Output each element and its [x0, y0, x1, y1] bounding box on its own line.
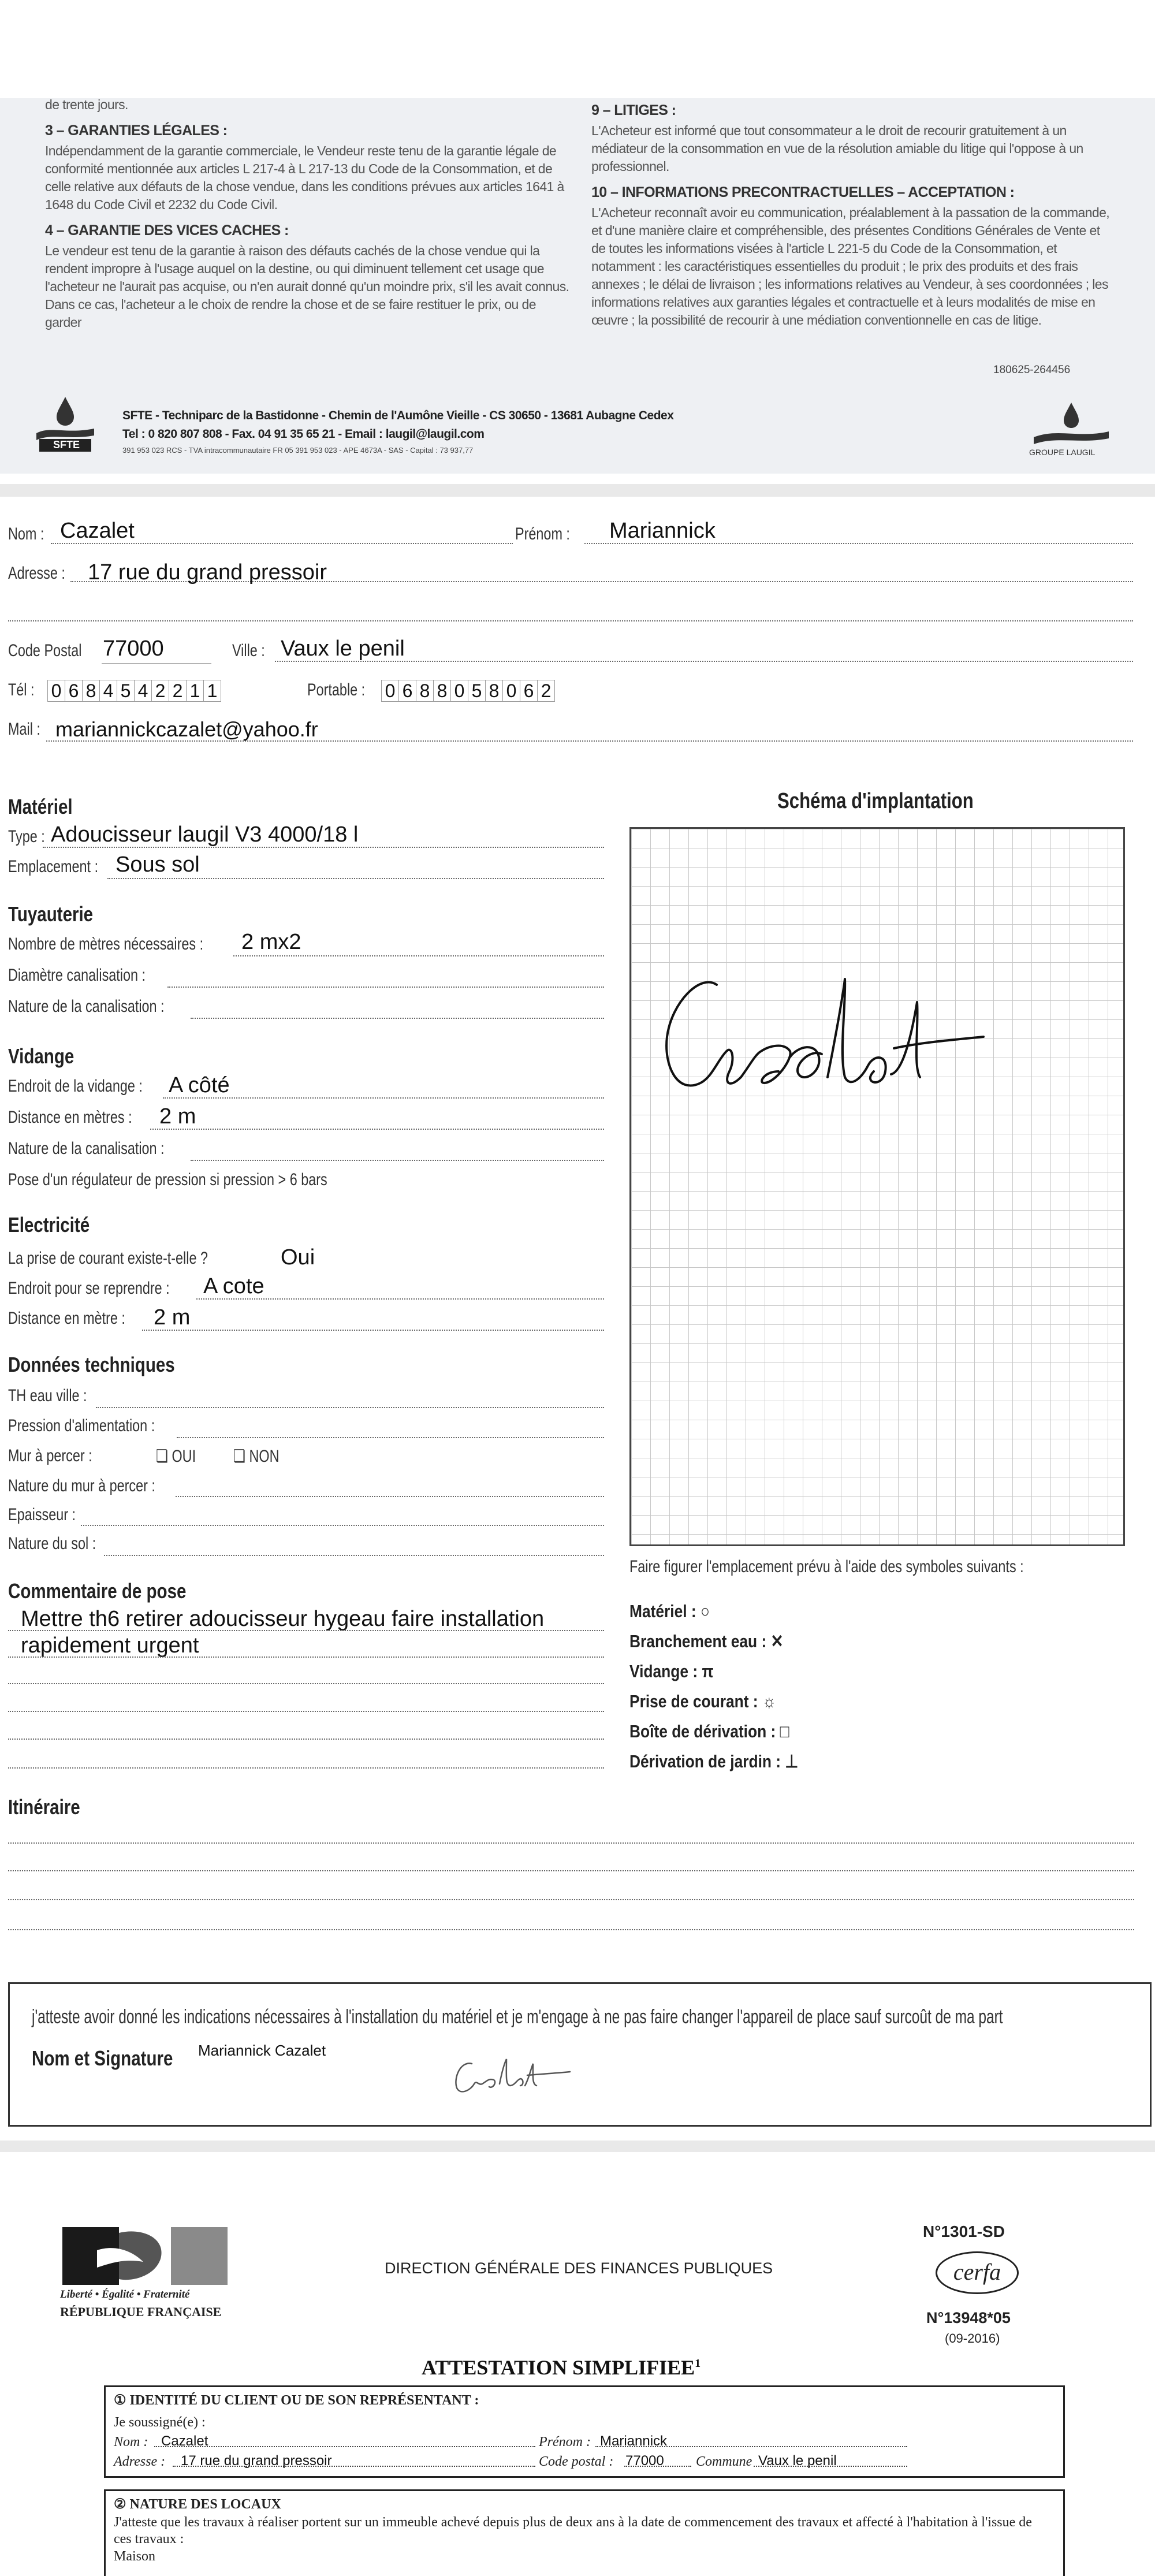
- footer-legal: 391 953 023 RCS - TVA intracommunautaire FR 05 391 953 023 - APE 4673A - SAS - Capital : 73 937,77: [122, 446, 474, 455]
- tel-digit-boxes[interactable]: [47, 680, 221, 702]
- footer-address: SFTE - Techniparc de la Bastidonne - Chemin de l'Aumône Vieille - CS 30650 - 13681 Aubagne Cedex: [122, 409, 674, 422]
- cerfa-adresse-value[interactable]: 17 rue du grand pressoir: [181, 2453, 332, 2469]
- code-postal-label: Code Postal: [8, 641, 82, 660]
- schema-grid[interactable]: [629, 827, 1125, 1546]
- endroit-reprendre-label: Endroit pour se reprendre :: [8, 1279, 170, 1298]
- cerfa-prenom-value[interactable]: Mariannick: [600, 2433, 668, 2449]
- portable-digit-boxes[interactable]: [381, 680, 555, 702]
- tel-digit: 2: [151, 680, 169, 702]
- nom-signature-label: Nom et Signature: [32, 2046, 173, 2070]
- nature-vidange-line: [191, 1160, 604, 1161]
- ville-label: Ville :: [232, 641, 265, 660]
- prenom-value[interactable]: Mariannick: [609, 519, 716, 543]
- electricite-heading: Electricité: [8, 1213, 90, 1237]
- tel-digit: 0: [47, 680, 65, 702]
- legend-vidange: Vidange : π: [629, 1661, 714, 1681]
- legend-materiel: Matériel : ○: [629, 1601, 710, 1621]
- nature-locaux-box: [104, 2489, 1065, 2576]
- epaisseur-label: Epaisseur :: [8, 1505, 76, 1524]
- nature-locaux-heading: ② NATURE DES LOCAUX: [114, 2497, 281, 2512]
- attestation-simplifiee-title: [422, 2355, 701, 2380]
- nature-canalisation-label: Nature de la canalisation :: [8, 997, 165, 1016]
- legend-boite-derivation: Boîte de dérivation : □: [629, 1721, 789, 1741]
- section-separator: [0, 2141, 1155, 2152]
- attestation-box: [8, 1982, 1152, 2127]
- maison-option[interactable]: Maison: [114, 2549, 155, 2564]
- diametre-label: Diamètre canalisation :: [8, 966, 146, 985]
- conditions-generales-section: [0, 98, 1155, 474]
- marianne-logo: [62, 2227, 228, 2285]
- attestation-text: j'atteste avoir donné les indications nécessaires à l'installation du matériel et je m'engage à ne pas faire changer l'appareil de place sauf surcoût de ma part: [32, 2006, 1003, 2028]
- tel-digit: 8: [82, 680, 99, 702]
- cerfa-prenom-label: Prénom :: [539, 2434, 591, 2450]
- form-number: N°1301-SD: [923, 2223, 1005, 2240]
- je-soussigne: Je soussigné(e) :: [114, 2415, 206, 2430]
- tuyauterie-heading: Tuyauterie: [8, 902, 94, 926]
- cerfa-nom-value[interactable]: Cazalet: [161, 2433, 208, 2449]
- republique-devise: Liberté • Égalité • Fraternité: [60, 2288, 190, 2300]
- litiges-text: L'Acheteur est informé que tout consommateur a le droit de recourir gratuitement à un médiateur de la consommation en vue de la résolution amiable du litige qui l'oppose à un professionnel.: [591, 123, 1083, 174]
- commentaire-line-2[interactable]: rapidement urgent: [21, 1633, 199, 1658]
- groupe-laugil-logo: [1022, 401, 1120, 459]
- endroit-vidange-label: Endroit de la vidange :: [8, 1077, 143, 1096]
- commentaire-rule: [8, 1711, 604, 1712]
- pression-label: Pression d'alimentation :: [8, 1416, 155, 1435]
- metres-label: Nombre de mètres nécessaires :: [8, 935, 204, 954]
- litiges-heading: 9 – LITIGES :: [591, 102, 676, 118]
- legend-prise-courant: Prise de courant : ☼: [629, 1691, 777, 1711]
- groupe-laugil-text: GROUPE LAUGIL: [1029, 448, 1096, 457]
- nature-mur-line: [176, 1496, 604, 1497]
- cerfa-cp-label: Code postal :: [539, 2454, 614, 2469]
- portable-digit: 5: [468, 680, 485, 702]
- itineraire-rule: [8, 1870, 1134, 1871]
- emplacement-label: Emplacement :: [8, 857, 99, 876]
- prise-label: La prise de courant existe-t-elle ?: [8, 1249, 208, 1268]
- epaisseur-line: [81, 1525, 604, 1526]
- pression-line: [177, 1437, 604, 1438]
- nature-sol-label: Nature du sol :: [8, 1534, 96, 1553]
- section-separator: [0, 484, 1155, 497]
- emplacement-line: [107, 878, 604, 879]
- adresse-label: Adresse :: [8, 564, 65, 583]
- distance-vidange-value[interactable]: 2 m: [159, 1104, 196, 1129]
- commentaire-rule: [8, 1767, 604, 1769]
- informations-heading: 10 – INFORMATIONS PRECONTRACTUELLES – ACCEPTATION :: [591, 184, 1015, 200]
- direction-generale: DIRECTION GÉNÉRALE DES FINANCES PUBLIQUES: [385, 2259, 773, 2277]
- portable-digit: 8: [416, 680, 433, 702]
- left-conditions-column: [45, 96, 572, 332]
- diametre-line: [167, 987, 604, 988]
- schema-legend-intro: Faire figurer l'emplacement prévu à l'aide des symboles suivants :: [629, 1557, 1024, 1576]
- nature-vidange-label: Nature de la canalisation :: [8, 1139, 165, 1158]
- mur-percer-label: Mur à percer :: [8, 1446, 92, 1465]
- oui-checkbox[interactable]: ❏ OUI: [156, 1447, 196, 1466]
- nature-sol-line: [104, 1555, 604, 1556]
- portable-digit: 2: [537, 680, 555, 702]
- prise-value[interactable]: Oui: [281, 1245, 315, 1270]
- nom-value[interactable]: Cazalet: [60, 519, 135, 543]
- cerfa-commune-label: Commune: [696, 2454, 752, 2469]
- portable-digit: 0: [502, 680, 520, 702]
- tel-digit: 4: [99, 680, 117, 702]
- legend-branchement-eau: Branchement eau : ✕: [629, 1631, 784, 1651]
- tel-digit: 6: [65, 680, 82, 702]
- prenom-label: Prénom :: [515, 524, 570, 544]
- emplacement-value[interactable]: Sous sol: [116, 853, 200, 877]
- vices-caches-text: Le vendeur est tenu de la garantie à raison des défauts cachés de la chose vendue qui la rendent impropre à l'usage auquel on la destine, ou qui diminuent tellement cet usage que l'acheteur ne l'aurait pas acquise, ou n'en aurait donné qu'un moindre prix, s'il les avait connus. Dans ce cas, l'acheteur a le choix de rendre la chose et de se faire restituer le prix, ou de garder: [45, 243, 569, 330]
- nature-locaux-text: J'atteste que les travaux à réaliser portent sur un immeuble achevé depuis plus de deux ans à la date de commencement des travaux et affecté à l'habitation à l'issue de ces travaux :: [114, 2515, 1032, 2547]
- tel-digit: 4: [134, 680, 151, 702]
- vidange-heading: Vidange: [8, 1044, 74, 1068]
- distance-elec-value[interactable]: 2 m: [154, 1305, 191, 1330]
- adresse-line-2: [8, 620, 1133, 621]
- code-postal-value[interactable]: 77000: [103, 636, 164, 661]
- th-label: TH eau ville :: [8, 1386, 87, 1405]
- portable-label: Portable :: [307, 680, 366, 699]
- commentaire-rule: [8, 1739, 604, 1740]
- distance-vidange-label: Distance en mètres :: [8, 1108, 132, 1127]
- itineraire-rule: [8, 1899, 1134, 1900]
- th-line: [96, 1407, 604, 1408]
- tel-label: Tél :: [8, 680, 35, 699]
- cerfa-commune-value[interactable]: Vaux le penil: [758, 2453, 837, 2469]
- cerfa-logo-text: cerfa: [953, 2259, 1001, 2285]
- adresse-value[interactable]: 17 rue du grand pressoir: [88, 560, 327, 585]
- cerfa-number: N°13948*05: [926, 2309, 1011, 2326]
- tel-digit: 2: [169, 680, 186, 702]
- portable-digit: 6: [398, 680, 416, 702]
- metres-line: [233, 955, 604, 956]
- commentaire-line-1[interactable]: Mettre th6 retirer adoucisseur hygeau faire installation: [21, 1607, 545, 1631]
- distance-elec-label: Distance en mètre :: [8, 1309, 125, 1328]
- mail-label: Mail :: [8, 720, 40, 739]
- tel-digit: 5: [117, 680, 134, 702]
- cerfa-nom-line: [154, 2446, 535, 2447]
- cerfa-adresse-label: Adresse :: [114, 2454, 166, 2469]
- cerfa-nom-label: Nom :: [114, 2434, 148, 2450]
- ville-value[interactable]: Vaux le penil: [281, 636, 405, 661]
- materiel-heading: Matériel: [8, 795, 73, 818]
- commentaire-rule: [8, 1630, 604, 1631]
- portable-digit: 6: [520, 680, 537, 702]
- schema-signature: [631, 829, 1127, 1548]
- tel-digit: 1: [203, 680, 221, 702]
- metres-value[interactable]: 2 mx2: [241, 930, 301, 954]
- itineraire-heading: Itinéraire: [8, 1795, 80, 1819]
- commentaire-heading: Commentaire de pose: [8, 1579, 187, 1603]
- cerfa-date: (09-2016): [945, 2331, 1000, 2346]
- identite-client-box: [104, 2385, 1065, 2478]
- reference-code: 180625-264456: [993, 364, 1071, 376]
- attestation-signature[interactable]: [449, 2052, 576, 2104]
- identite-heading: ① IDENTITÉ DU CLIENT OU DE SON REPRÉSENTANT :: [114, 2393, 479, 2408]
- right-conditions-column: [591, 102, 1114, 329]
- portable-digit: 8: [485, 680, 502, 702]
- vices-caches-heading: 4 – GARANTIE DES VICES CACHES :: [45, 222, 289, 239]
- attestation-title-text: ATTESTATION SIMPLIFIEE: [422, 2356, 695, 2379]
- endroit-vidange-value[interactable]: A côté: [169, 1073, 230, 1097]
- itineraire-rule: [8, 1842, 1134, 1844]
- portable-digit: 0: [381, 680, 398, 702]
- distance-elec-line: [142, 1330, 604, 1331]
- endroit-reprendre-value[interactable]: A cote: [203, 1274, 264, 1298]
- nom-label: Nom :: [8, 524, 44, 544]
- title-footnote: 1: [695, 2357, 701, 2370]
- legend-derivation-jardin: Dérivation de jardin : ⊥: [629, 1751, 799, 1771]
- cerfa-cp-value[interactable]: 77000: [625, 2453, 664, 2469]
- portable-digit: 0: [450, 680, 468, 702]
- commentaire-rule: [8, 1656, 604, 1658]
- garanties-legales-heading: 3 – GARANTIES LÉGALES :: [45, 122, 228, 139]
- regulateur-label: Pose d'un régulateur de pression si pression > 6 bars: [8, 1170, 327, 1189]
- footer-contact: Tel : 0 820 807 808 - Fax. 04 91 35 65 21 - Email : laugil@laugil.com: [122, 427, 485, 441]
- informations-text: L'Acheteur reconnaît avoir eu communication, préalablement à la passation de la commande, et d'une manière claire et compréhensible, des présentes Conditions Générales de Vente et de toutes les informations visées à l'article L 221-5 du Code de la Consommation, et notamment : les caractéristiques essentielles du produit ; le prix des produits et des frais annexes ; le délai de livraison ; les informations relatives au Vendeur, à ses coordonnées ; les informations relatives aux garanties légales et contractuelle et à leurs modalités de mise en œuvre ; la possibilité de recourir à une médiation conventionnelle en cas de litige.: [591, 205, 1110, 327]
- nature-canalisation-line: [191, 1018, 604, 1019]
- itineraire-rule: [8, 1929, 1134, 1930]
- republique-francaise: RÉPUBLIQUE FRANÇAISE: [60, 2305, 222, 2319]
- mail-value[interactable]: mariannickcazalet@yahoo.fr: [55, 717, 318, 741]
- garanties-legales-text: Indépendamment de la garantie commerciale, le Vendeur reste tenu de la garantie légale de conformité mentionnée aux articles L 217-4 à L 217-13 du Code de la Consommation, et de celle relative aux défauts de la chose vendue, dans les conditions prévues aux articles 1641 à 1648 du Code Civil et 2232 du Code Civil.: [45, 143, 564, 212]
- cerfa-logo: [936, 2251, 1019, 2294]
- type-value[interactable]: Adoucisseur laugil V3 4000/18 l: [51, 822, 359, 847]
- tel-digit: 1: [186, 680, 203, 702]
- type-label: Type :: [8, 827, 45, 846]
- attestation-name[interactable]: Mariannick Cazalet: [198, 2042, 326, 2059]
- portable-digit: 8: [433, 680, 450, 702]
- sfte-logo: [33, 394, 97, 452]
- left-intro: de trente jours.: [45, 97, 128, 112]
- distance-vidange-line: [150, 1129, 604, 1130]
- commentaire-rule: [8, 1683, 604, 1684]
- non-checkbox[interactable]: ❏ NON: [233, 1447, 280, 1466]
- schema-title: Schéma d'implantation: [777, 789, 974, 813]
- nature-mur-label: Nature du mur à percer :: [8, 1476, 155, 1495]
- donnees-techniques-heading: Données techniques: [8, 1353, 175, 1376]
- sfte-logo-text: SFTE: [53, 439, 80, 451]
